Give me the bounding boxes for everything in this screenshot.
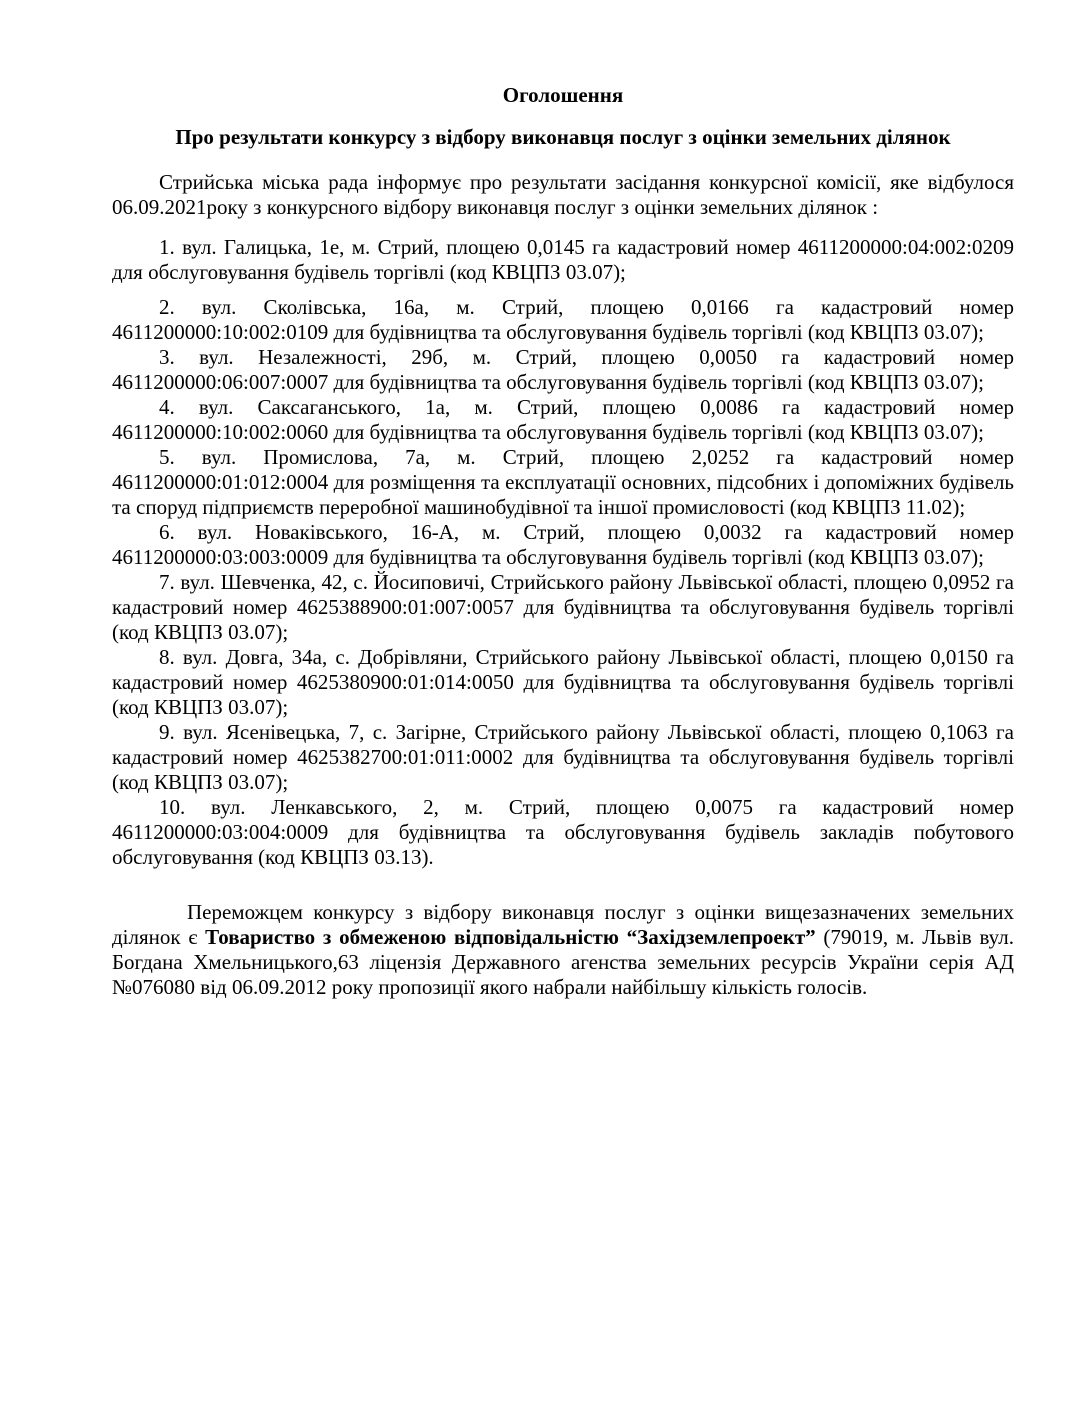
intro-paragraph: Стрийська міська рада інформує про результати засідання конкурсної комісії, яке відбулося 06.09.2021року з конкурсного відбору виконавця послуг з оцінки земельних ділянок :: [112, 170, 1014, 219]
land-plot-item-5: 5. вул. Промислова, 7а, м. Стрий, площею 2,0252 га кадастровий номер 4611200000:01:012:0004 для розміщення та експлуатації основних, підсобних і допоміжних будівель та споруд підприємств переробної машинобудівної та іншої промисловості (код КВЦПЗ 11.02);: [112, 445, 1014, 519]
land-plot-item-8: 8. вул. Довга, 34а, с. Добрівляни, Стрийського району Львівської області, площею 0,0150 га кадастровий номер 4625380900:01:014:0050 для будівництва та обслуговування будівель торгівлі (код КВЦПЗ 03.07);: [112, 645, 1014, 719]
land-plot-list: [112, 235, 1014, 870]
land-plot-item-6: 6. вул. Новаківського, 16-А, м. Стрий, площею 0,0032 га кадастровий номер 4611200000:03:003:0009 для будівництва та обслуговування будівель торгівлі (код КВЦПЗ 03.07);: [112, 520, 1014, 569]
land-plot-item-4: 4. вул. Саксаганського, 1а, м. Стрий, площею 0,0086 га кадастровий номер 4611200000:10:002:0060 для будівництва та обслуговування будівель торгівлі (код КВЦПЗ 03.07);: [112, 395, 1014, 444]
land-plot-item-2: 2. вул. Сколівська, 16а, м. Стрий, площею 0,0166 га кадастровий номер 4611200000:10:002:0109 для будівництва та обслуговування будівель торгівлі (код КВЦПЗ 03.07);: [112, 295, 1014, 344]
closing-text-before: Переможцем конкурсу з відбору виконавця послуг з оцінки вищезазначених земельних ділянок є: [112, 900, 1014, 949]
land-plot-item-1: 1. вул. Галицька, 1е, м. Стрий, площею 0,0145 га кадастровий номер 4611200000:04:002:0209 для обслуговування будівель торгівлі (код КВЦПЗ 03.07);: [112, 235, 1014, 284]
land-plot-item-3: 3. вул. Незалежності, 29б, м. Стрий, площею 0,0050 га кадастровий номер 4611200000:06:007:0007 для будівництва та обслуговування будівель торгівлі (код КВЦПЗ 03.07);: [112, 345, 1014, 394]
land-plot-item-7: 7. вул. Шевченка, 42, с. Йосиповичі, Стрийського району Львівської області, площею 0,0952 га кадастровий номер 4625388900:01:007:0057 для будівництва та обслуговування будівель торгівлі (код КВЦПЗ 03.07);: [112, 570, 1014, 644]
land-plot-item-9: 9. вул. Ясенівецька, 7, с. Загірне, Стрийського району Львівської області, площею 0,1063 га кадастровий номер 4625382700:01:011:0002 для будівництва та обслуговування будівель торгівлі (код КВЦПЗ 03.07);: [112, 720, 1014, 794]
winner-company-name: Товариство з обмеженою відповідальністю “Західземлепроект”: [205, 925, 816, 949]
document-subtitle: Про результати конкурсу з відбору виконавця послуг з оцінки земельних ділянок: [175, 125, 951, 149]
document-title: Оголошення: [502, 83, 624, 107]
closing-paragraph: [112, 900, 1014, 1000]
closing-text-after: (79019, м. Львів вул. Богдана Хмельницького,63 ліцензія Державного агенства земельних ресурсів України серія АД №076080 від 06.09.2012 року пропозиції якого набрали найбільшу кількість голосів.: [112, 925, 1014, 999]
land-plot-item-10: 10. вул. Ленкавського, 2, м. Стрий, площею 0,0075 га кадастровий номер 4611200000:03:004:0009 для будівництва та обслуговування будівель закладів побутового обслуговування (код КВЦПЗ 03.13).: [112, 795, 1014, 869]
